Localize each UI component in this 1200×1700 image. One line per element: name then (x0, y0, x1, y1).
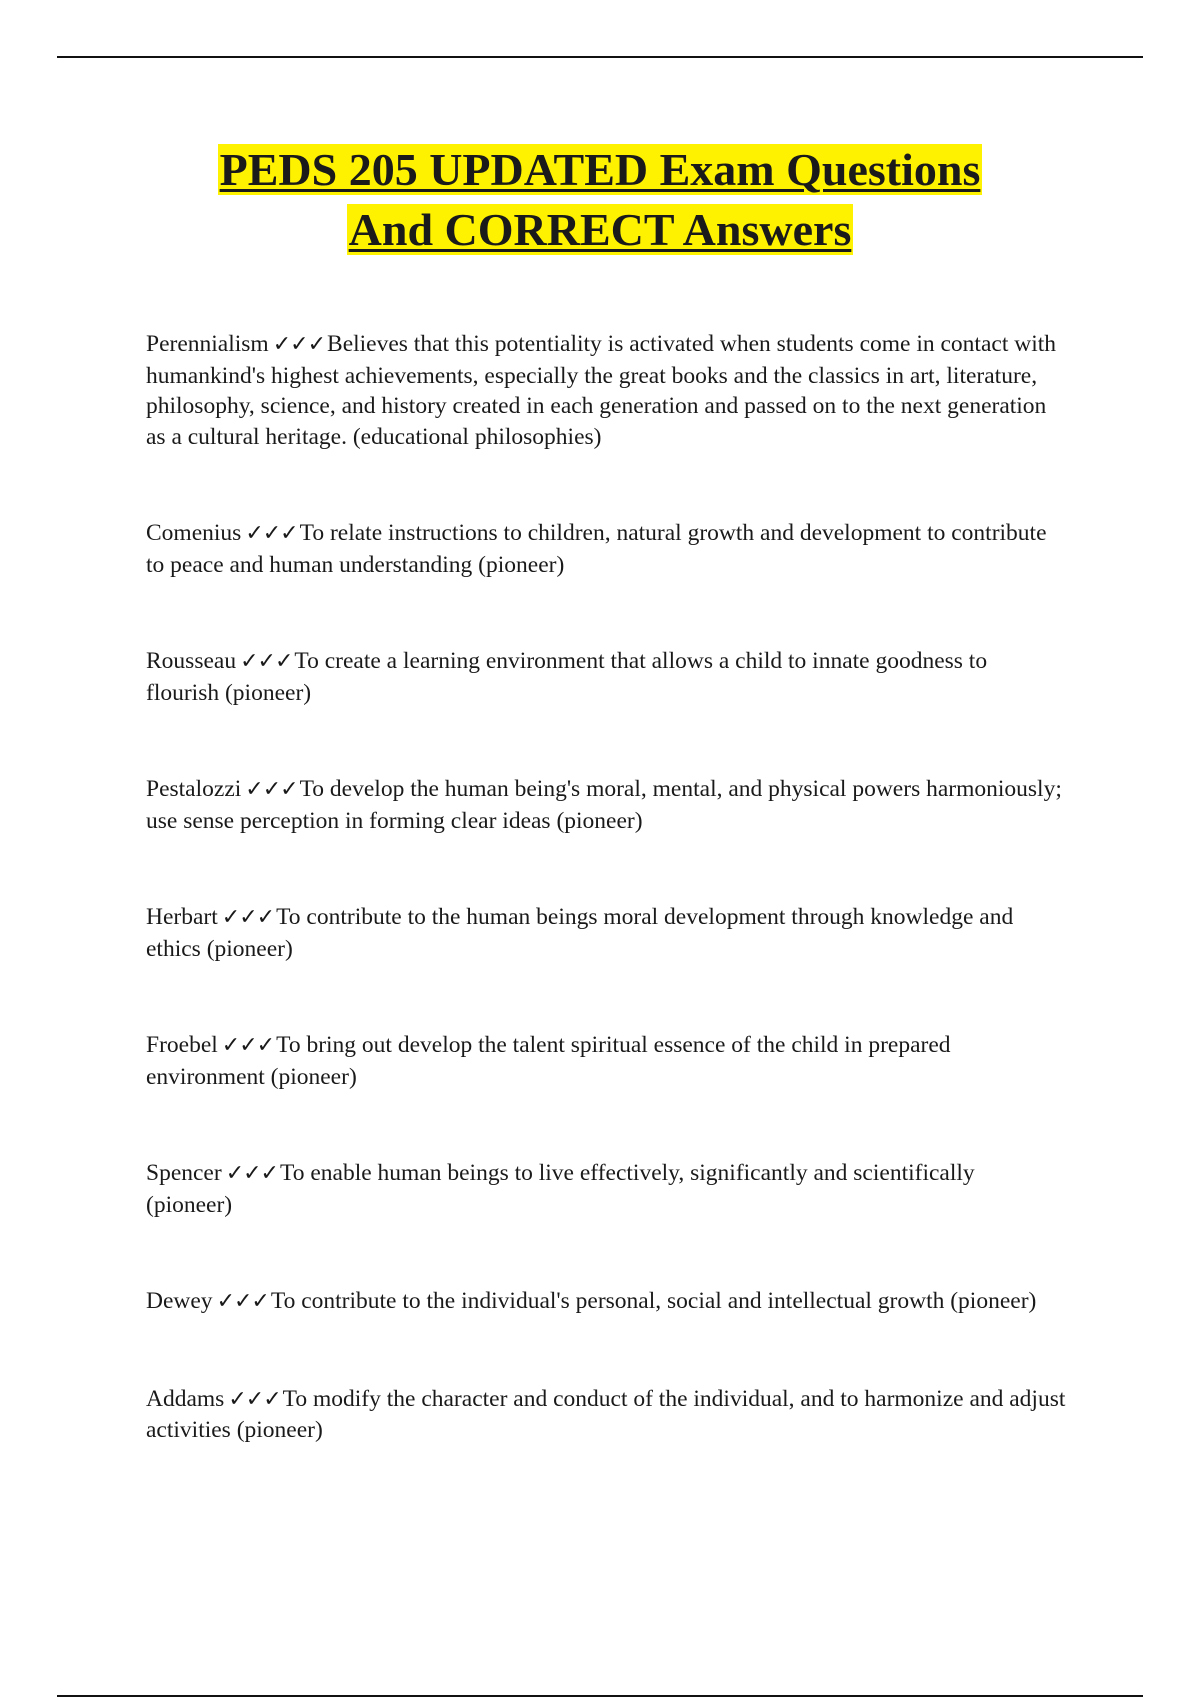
title-line-1: PEDS 205 UPDATED Exam Questions (219, 144, 981, 195)
entry-definition: To develop the human being's moral, mental, and physical powers harmoniously; use sense perception in forming clear ideas (pioneer) (146, 776, 1062, 834)
qa-entry (146, 902, 1066, 964)
entry-definition: To create a learning environment that allows a child to innate goodness to flourish (pioneer) (146, 648, 988, 706)
entry-definition: Believes that this potentiality is activated when students come in contact with humankind's highest achievements, especially the great books and the classics in art, literature, philosophy, science, and history created in each generation and passed on to the next generation as a cultural heritage. (educational philosophies) (146, 331, 1056, 450)
entry-definition: To enable human beings to live effectively, significantly and scientifically (pioneer) (146, 1160, 975, 1218)
entry-term: Pestalozzi (146, 776, 242, 802)
qa-entry (146, 329, 1066, 452)
entry-definition: To contribute to the individual's personal, social and intellectual growth (pioneer) (270, 1288, 1037, 1314)
page-title (0, 140, 1200, 260)
check-mark-icon: ✓✓✓ (240, 649, 293, 674)
qa-entry (146, 518, 1066, 580)
qa-entries-list (146, 329, 1066, 1512)
check-mark-icon: ✓✓✓ (272, 332, 326, 357)
entry-term: Perennialism (146, 331, 269, 357)
entry-definition: To modify the character and conduct of the individual, and to harmonize and adjust activities (pioneer) (146, 1385, 1066, 1443)
check-mark-icon: ✓✓✓ (245, 777, 298, 802)
qa-entry (146, 1384, 1066, 1446)
entry-term: Herbart (146, 904, 218, 930)
entry-definition: To contribute to the human beings moral development through knowledge and ethics (pioneer) (146, 904, 1014, 962)
qa-entry (146, 1030, 1066, 1092)
check-mark-icon: ✓✓✓ (216, 1289, 269, 1314)
check-mark-icon: ✓✓✓ (221, 1033, 275, 1058)
entry-term: Comenius (146, 520, 242, 546)
check-mark-icon: ✓✓✓ (245, 521, 298, 546)
entry-term: Rousseau (146, 648, 237, 674)
bottom-divider (57, 1695, 1143, 1697)
entry-term: Froebel (146, 1032, 218, 1058)
qa-entry (146, 774, 1066, 836)
entry-definition: To bring out develop the talent spiritual essence of the child in prepared environment (pioneer) (146, 1032, 951, 1090)
check-mark-icon: ✓✓✓ (228, 1386, 281, 1412)
title-line-2: And CORRECT Answers (348, 204, 852, 255)
check-mark-icon: ✓✓✓ (221, 905, 275, 930)
entry-term: Dewey (146, 1288, 213, 1314)
entry-term: Spencer (146, 1160, 222, 1186)
entry-definition: To relate instructions to children, natural growth and development to contribute to peace and human understanding (pioneer) (146, 520, 1047, 578)
qa-entry (146, 646, 1066, 708)
top-divider (57, 56, 1143, 58)
entry-term: Addams (146, 1385, 225, 1412)
qa-entry (146, 1158, 1066, 1220)
check-mark-icon: ✓✓✓ (225, 1161, 278, 1186)
qa-entry (146, 1286, 1066, 1318)
